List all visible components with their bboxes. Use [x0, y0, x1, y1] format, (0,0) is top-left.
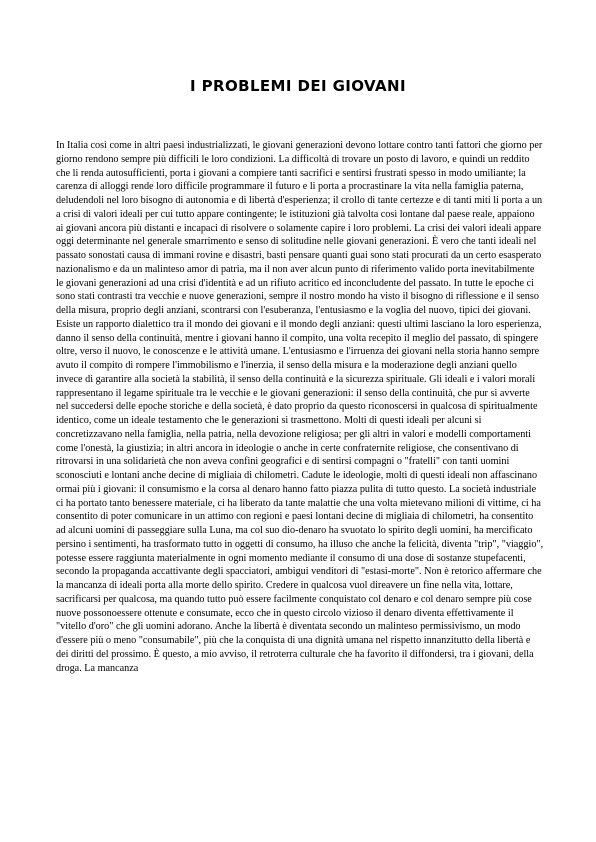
document-title: I PROBLEMI DEI GIOVANI: [190, 77, 406, 95]
document-body-text: In Italia così come in altri paesi industrializzati, le giovani generazioni devono lottare contro tanti fattori che giorno per giorno rendono sempre più difficili le loro condizioni. La difficoltà di trovare un posto di lavoro, e quindi un reddito che li renda autosufficienti, porta i giovani a compiere tanti sacrifici e sentirsi frustrati spesso in modo umiliante; la carenza di alloggi rende loro difficile programmare il futuro e li porta a procrastinare la vita nella famiglia paterna, deludendoli nel loro bisogno di autonomia e di libertà d'esperienza; il crollo di tante certezze e di tanti miti li porta a un a crisi di valori ideali per cui tutto appare contingente; le istituzioni già talvolta così lontane dal paese reale, appaiono ai giovani ancora più distanti e incapaci di risolvere o solamente capire i loro problemi. La crisi dei valori ideali appare oggi determinante nel generale smarrimento e senso di solitudine nelle giovani generazioni. È vero che tanti ideali nel passato sonostati causa di immani rovine e disastri, basti pensare quanti guai sono stati procurati da un certo esasperato nazionalismo e da un malinteso amor di patria, ma il non aver alcun punto di riferimento valido porta inevitabilmente le giovani generazioni ad una crisi d'identità e ad un rifiuto acritico ed inconcludente del passato. In tutte le epoche ci sono stati contrasti tra vecchie e nuove generazioni, sempre il nostro mondo ha visto il bisogno di riflessione e il senso della misura, proprio degli anziani, scontrarsi con l'esuberanza, l'entusiasmo e la voglia del nuovo, tipici dei giovani. Esiste un rapporto dialettico tra il mondo dei giovani e il mondo degli anziani: questi ultimi lasciano la loro esperienza, danno il senso della continuità, mentre i giovani hanno il compito, una volta recepito il meglio del passato, di spingere oltre, verso il nuovo, le conoscenze e le attività umane. L'entusiasmo e l'irruenza dei giovani nella storia hanno sempre avuto il compito di rompere l'immobilismo e l'inerzia, il senso della misura e la moderazione degli anziani quello invece di garantire alla società la stabilità, il senso della continuità e la sicurezza spirituale. Gli ideali e i valori morali rappresentano il legame spirituale tra le vecchie e le giovani generazioni: il senso della continuità, che pur si avverte nel succedersi delle epoche storiche e della società, è dato proprio da questo riconoscersi in qualcosa di spiritualmente identico, come un ideale testamento che le generazioni si trasmettono. Molti di questi ideali per alcuni si concretizzavano nella famiglia, nella patria, nella devozione religiosa; per gli altri in valori e modelli comportamenti come l'onestà, la giustizia; in altri ancora in ideologie o anche in certe confraternite religiose, che consentivano di ritrovarsi in una solidarietà che non aveva confini geografici e di sentirsi compagni o "fratelli" con tanti uomini sconosciuti e lontani anche decine di migliaia di chilometri. Cadute le ideologie, molti di questi ideali non affascinano ormai più i giovani: il consumismo e la corsa al denaro hanno fatto piazza pulita di tutto questo. La società industriale ci ha portato tanto benessere materiale, ci ha liberato da tante malattie che una volta mietevano milioni di vittime, ci ha consentito di poter comunicare in un attimo con regioni e paesi lontani decine di migliaia di chilometri, ha consentito ad alcuni uomini di passeggiare sulla Luna, ma col suo dio-denaro ha svuotato lo spirito degli uomini, ha mercificato persino i sentimenti, ha trasformato tutto in oggetti di consumo, ha illuso che anche la felicità, diventa "trip", "viaggio", potesse essere raggiunta materialmente in ogni momento mediante il consumo di una dose di sostanze stupefacenti, secondo la propaganda accattivante degli spacciatori, ambigui venditori di "estasi-morte". Non è retorico affermare che la mancanza di ideali porta alla morte dello spirito. Credere in qualcosa vuol direavere un fine nella vita, lottare, sacrificarsi per qualcosa, ma quando tutto può essere facilmente conquistato col denaro e col denaro sempre più cose nuove possonoessere ottenute e consumate, ecco che in questo circolo vizioso il denaro diventa effettivamente il "vitello d'oro" che gli uomini adorano. Anche la libertà è diventata secondo un malinteso permissivismo, un modo d'essere più o meno "consumabile", più che la conquista di una dignità umana nel rispetto innanzitutto della libertà e dei diritti del prossimo. È questo, a mio avviso, il retroterra culturale che ha favorito il diffondersi, tra i giovani, della droga. La mancanza: [56, 140, 544, 674]
